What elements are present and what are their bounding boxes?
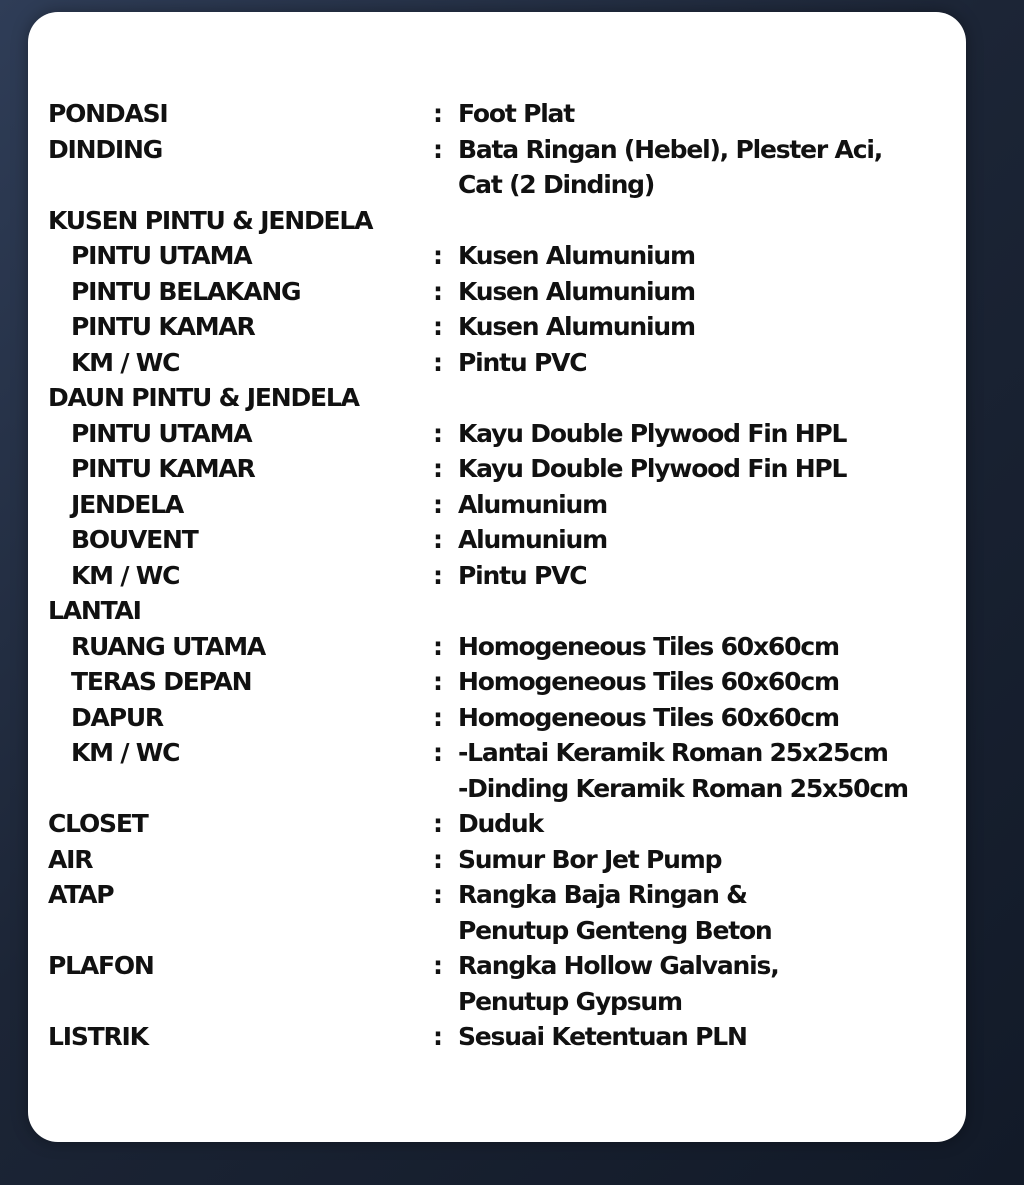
spec-row: [48, 1019, 958, 1055]
spec-label: PINTU KAMAR: [71, 312, 255, 341]
spec-value: [458, 629, 958, 665]
spec-list: [48, 96, 958, 1055]
spec-value: [458, 700, 958, 736]
spec-value-line: Penutup Gypsum: [458, 986, 682, 1016]
spec-value-line: Alumunium: [458, 525, 607, 554]
spec-label: LANTAI: [48, 596, 141, 625]
spec-label: BOUVENT: [71, 525, 198, 554]
spec-value: [458, 1019, 958, 1055]
spec-label: PINTU BELAKANG: [71, 276, 301, 306]
spec-separator: :: [433, 667, 442, 696]
spec-label: PLAFON: [48, 951, 154, 980]
spec-separator: :: [433, 880, 442, 909]
spec-card: [28, 12, 966, 1142]
spec-value-line: Alumunium: [458, 489, 607, 519]
spec-row: [48, 593, 958, 629]
spec-separator: :: [433, 702, 442, 732]
spec-value-line: Sesuai Ketentuan PLN: [458, 1022, 747, 1051]
spec-value: [458, 735, 958, 806]
spec-label: PINTU UTAMA: [71, 241, 252, 270]
spec-separator: [433, 593, 458, 629]
spec-label: KM / WC: [71, 560, 180, 590]
spec-separator: [433, 380, 458, 416]
spec-sub-row: [48, 274, 958, 310]
spec-row: [48, 877, 958, 948]
spec-value: [458, 842, 958, 878]
spec-value-line: Kusen Alumunium: [458, 241, 695, 270]
spec-separator: :: [433, 844, 442, 874]
spec-value-line: Rangka Baja Ringan &: [458, 880, 747, 909]
spec-value-line: Bata Ringan (Hebel), Plester Aci,: [458, 134, 882, 164]
spec-value: [458, 380, 958, 416]
spec-row: [48, 132, 958, 203]
spec-value-line: Homogeneous Tiles 60x60cm: [458, 631, 839, 661]
spec-value-line: Kusen Alumunium: [458, 276, 695, 306]
spec-value: [458, 522, 958, 558]
spec-label: KM / WC: [71, 347, 180, 377]
spec-separator: :: [433, 241, 442, 270]
spec-sub-row: [48, 558, 958, 594]
spec-value: [458, 558, 958, 594]
spec-sub-row: [48, 700, 958, 736]
spec-row: [48, 96, 958, 132]
spec-label: KUSEN PINTU & JENDELA: [48, 205, 373, 235]
spec-separator: :: [433, 1022, 442, 1051]
spec-value: [458, 948, 958, 1019]
spec-label: RUANG UTAMA: [71, 631, 266, 661]
spec-value: [458, 487, 958, 523]
spec-sub-row: [48, 309, 958, 345]
spec-sub-row: [48, 735, 958, 806]
spec-value-line: Homogeneous Tiles 60x60cm: [458, 667, 839, 696]
spec-value: [458, 345, 958, 381]
spec-separator: :: [433, 560, 442, 590]
spec-value-line: Kusen Alumunium: [458, 312, 695, 341]
spec-separator: :: [433, 312, 442, 341]
spec-value-line: Rangka Hollow Galvanis,: [458, 951, 779, 980]
spec-sub-row: [48, 522, 958, 558]
spec-separator: :: [433, 418, 442, 448]
spec-value: [458, 451, 958, 487]
spec-separator: :: [433, 525, 442, 554]
spec-value: [458, 274, 958, 310]
spec-label: KM / WC: [71, 738, 180, 767]
spec-value: [458, 309, 958, 345]
spec-label: PINTU KAMAR: [71, 454, 255, 483]
spec-separator: :: [433, 99, 442, 128]
spec-separator: :: [433, 454, 442, 483]
spec-value: [458, 132, 958, 203]
spec-separator: :: [433, 809, 442, 838]
spec-label: TERAS DEPAN: [71, 667, 252, 696]
spec-sub-row: [48, 345, 958, 381]
spec-value: [458, 238, 958, 274]
spec-label: JENDELA: [71, 489, 184, 519]
spec-value-line: Pintu PVC: [458, 560, 587, 590]
spec-separator: [433, 203, 458, 239]
spec-row: [48, 806, 958, 842]
spec-value: [458, 96, 958, 132]
spec-sub-row: [48, 451, 958, 487]
spec-separator: :: [433, 631, 442, 661]
spec-value-line: Homogeneous Tiles 60x60cm: [458, 702, 839, 732]
spec-value: [458, 416, 958, 452]
spec-separator: :: [433, 347, 442, 377]
spec-row: [48, 948, 958, 1019]
spec-value-line: Sumur Bor Jet Pump: [458, 844, 722, 874]
spec-value: [458, 203, 958, 239]
spec-sub-row: [48, 664, 958, 700]
spec-separator: :: [433, 134, 442, 164]
spec-value: [458, 877, 958, 948]
spec-value-line: Kayu Double Plywood Fin HPL: [458, 418, 847, 448]
spec-label: AIR: [48, 844, 93, 874]
spec-separator: :: [433, 738, 442, 767]
spec-row: [48, 842, 958, 878]
spec-value: [458, 664, 958, 700]
spec-value-line: Cat (2 Dinding): [458, 170, 655, 199]
spec-sub-row: [48, 629, 958, 665]
spec-row: [48, 203, 958, 239]
spec-separator: :: [433, 276, 442, 306]
spec-sub-row: [48, 238, 958, 274]
spec-value-line: Penutup Genteng Beton: [458, 915, 772, 945]
spec-label: CLOSET: [48, 809, 148, 838]
spec-value-line: Foot Plat: [458, 99, 574, 128]
spec-label: PONDASI: [48, 99, 168, 128]
spec-label: PINTU UTAMA: [71, 418, 252, 448]
spec-value-line: -Lantai Keramik Roman 25x25cm: [458, 738, 888, 767]
spec-label: DAPUR: [71, 702, 163, 732]
spec-sub-row: [48, 416, 958, 452]
spec-value-line: -Dinding Keramik Roman 25x50cm: [458, 773, 908, 803]
spec-separator: :: [433, 951, 442, 980]
spec-value-line: Duduk: [458, 809, 543, 838]
spec-label: ATAP: [48, 880, 114, 909]
spec-separator: :: [433, 489, 442, 519]
spec-label: DAUN PINTU & JENDELA: [48, 383, 359, 412]
spec-sub-row: [48, 487, 958, 523]
spec-value: [458, 593, 958, 629]
spec-row: [48, 380, 958, 416]
spec-label: LISTRIK: [48, 1022, 148, 1051]
spec-value-line: Kayu Double Plywood Fin HPL: [458, 454, 847, 483]
spec-value-line: Pintu PVC: [458, 347, 587, 377]
spec-label: DINDING: [48, 134, 163, 164]
spec-value: [458, 806, 958, 842]
